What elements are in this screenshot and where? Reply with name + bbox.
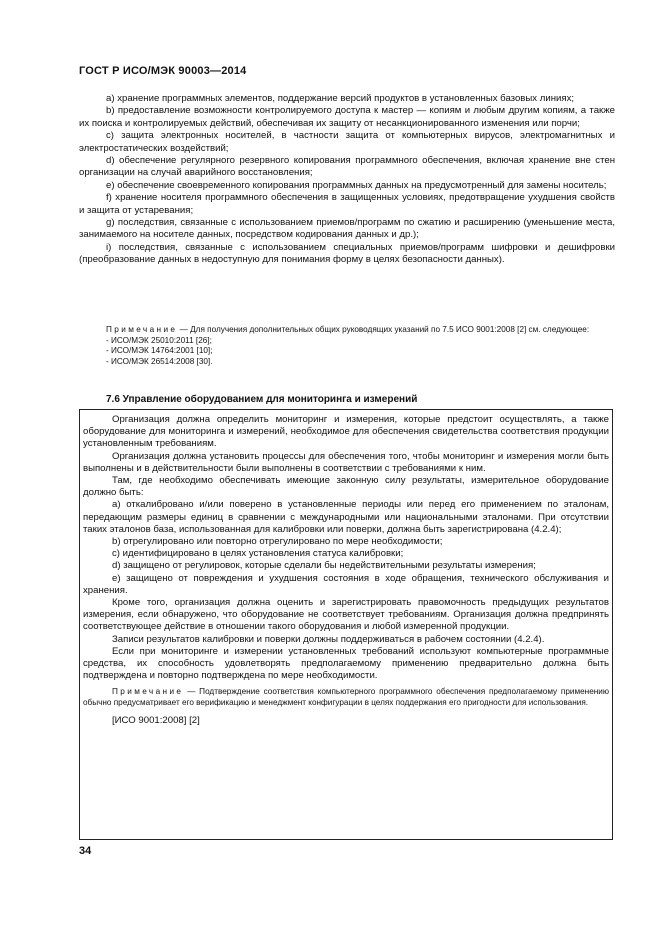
reference-item: - ИСО/МЭК 14764:2001 [10]; [106,346,213,356]
note-paragraph [79,325,615,336]
section-heading: 7.6 Управление оборудованием для мониторинга и измерений [106,394,418,405]
list-item: i) последствия, связанные с использованием специальных приемов/программ шифровки и дешифровки (преобразование данных в недоступную для понимания форму в целях безопасности данных). [79,241,615,266]
box-paragraph: Кроме того, организация должна оценить и зарегистрировать правомочность предыдущих результатов измерения, если обнаружено, что оборудование не соответствует требованиям. Организация должна предпринять соответствующее действие в отношении такого оборудования и любой измеренной продукции. [83,597,609,633]
note-references [79,336,615,368]
page-number: 34 [79,845,92,857]
reference-item: - ИСО/МЭК 26514:2008 [30]. [106,356,213,366]
box-paragraph: Организация должна определить мониторинг и измерения, которые предстоит осуществлять, а также оборудование для мониторинга и измерений, необходимое для обеспечения свидетельства соответствия продукции установленным требованиям. [83,414,609,450]
note-label: Примечание [106,325,178,334]
storage-requirements-list [79,93,615,267]
box-paragraph: е) защищено от повреждения и ухудшения состояния в ходе обращения, технического обслуживания и хранения. [83,572,609,596]
box-paragraph: Записи результатов калибровки и поверки должны поддерживаться в рабочем состоянии (4.2.4). [112,633,545,645]
standard-header: ГОСТ Р ИСО/МЭК 90003—2014 [79,65,247,77]
list-item: d) обеспечение регулярного резервного копирования программного обеспечения, включая хранение вне стен организации на случай аварийного восстановления; [79,155,615,179]
box-paragraph: Организация должна установить процессы для обеспечения того, чтобы мониторинг и измерения могли быть выполнены и в действительности были выполнены в соответствии с требованиями к ним. [83,450,609,474]
box-note [83,687,609,708]
list-item: f) хранение носителя программного обеспечения в защищенных условиях, предотвращение ухудшения свойств и защита от устаревания; [79,192,615,216]
list-item: b) предоставление возможности контролируемого доступа к мастер — копиям и любым другим копиям, а также их поиска и контролируемых действий, обеспечивая их защиту от несанкционированного изменения или порчи; [79,105,615,129]
list-item: с) защита электронных носителей, в частности защита от компьютерных вирусов, электромагнитных и электростатических воздействий; [79,130,615,154]
note-block [79,325,615,367]
box-paragraph: Там, где необходимо обеспечивать имеющие законную силу результаты, измерительное оборудование должно быть: [83,475,609,499]
box-paragraph: b) отрегулировано или повторно отрегулировано по мере необходимости; [112,536,443,548]
box-paragraph: а) откалибровано и/или поверено в установленные периоды или перед его применением по эталонам, передающим размеры единиц в сравнении с международными или национальными эталонами. При отсутствии таких эталонов база, использованная для калибровки или поверки, должна быть зарегистрирована (4.2.4); [83,499,609,535]
box-note-label: Примечание [112,687,184,697]
note-text: — Для получения дополнительных общих руководящих указаний по 7.5 ИСО 9001:2008 [2] см. следующее: [177,325,590,334]
list-item: g) последствия, связанные с использованием приемов/программ по сжатию и расширению (уменьшение места, занимаемого на носителе данных, посредством кодирования данных и др.); [79,217,615,241]
box-reference: [ИСО 9001:2008] [2] [112,714,200,726]
list-item: а) хранение программных элементов, поддержание версий продуктов в установленных базовых линиях; [106,93,575,104]
reference-item: - ИСО/МЭК 25010:2011 [26]; [106,335,212,345]
box-paragraph: d) защищено от регулировок, которые сделали бы недействительными результаты измерения; [112,560,536,572]
list-item: е) обеспечение своевременного копирования программных данных на предусмотренный для замены носитель; [106,179,607,191]
box-paragraph: с) идентифицировано в целях установления статуса калибровки; [112,548,404,560]
box-paragraph: Если при мониторинге и измерении установленных требований используют компьютерные программные средства, их способность удовлетворять предполагаемому применению предварительно должна быть подтверждена и повторно подтверждена по мере необходимости. [83,645,609,682]
box-note-text: — Подтверждение соответствия компьютерного программного обеспечения предполагаемому применению обычно предусматривает его верификацию и менеджмент конфигурации в целях поддержания его пригодности для использования. [83,687,609,708]
quoted-text [83,414,609,727]
